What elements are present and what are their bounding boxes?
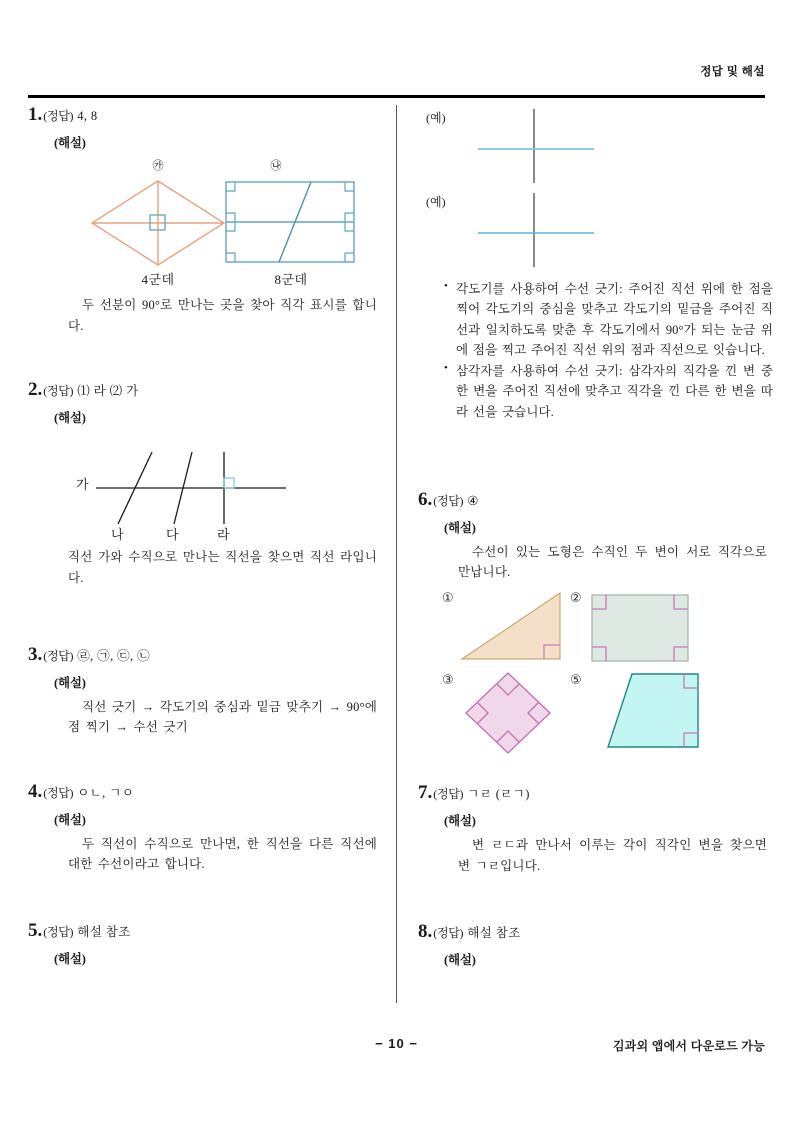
answer-label: (정답) (43, 109, 74, 123)
problem-8-answer-value: 해설 참조 (467, 926, 521, 941)
header-title: 정답 및 해설 (700, 66, 765, 78)
problem-8-solution-label: (해설) (444, 953, 476, 968)
answer-label: (정답) (43, 648, 74, 663)
line-label-da: 다 (166, 527, 179, 543)
answer-label: (정답) (433, 787, 464, 801)
problem-3-solution-text: 직선 긋기 → 각도기의 중심과 밑금 맞추기 → 90°에 점 찍기 → 수선 긋기 (68, 699, 377, 735)
problem-4-answer-line (28, 782, 383, 801)
problem-5-answer-line (28, 921, 383, 940)
rhombus-caption: 4군데 (141, 272, 175, 287)
problem-7-solution-text: 변 ㄹㄷ과 만나서 이루는 각이 직각인 변을 찾으면 변 ㄱㄹ입니다. (458, 838, 767, 873)
problem-6-shapes (442, 591, 773, 759)
rhombus-label: ㉮ (152, 160, 164, 172)
problem-2 (28, 380, 383, 588)
problem-2-answer-value: ⑴ 라 ⑵ 가 (77, 384, 139, 399)
problem-5-bullet-1: • 각도기를 사용하여 수선 긋기: 주어진 직선 위에 한 점을 찍어 각도기의 중심을 맞추고 각도기의 밑금을 주어진 직선과 일치하도록 맞춘 후 각도기에서 90°가 되는 눈금 위에 점을 찍고 주어진 직선 위의 점과 직선으로 잇습니다. (444, 279, 773, 360)
column-divider (396, 105, 397, 1003)
problem-4-answer-value: ㅇㄴ, ㄱㅇ (77, 785, 135, 800)
problem-2-solution-label: (해설) (54, 411, 86, 426)
problem-4-solution-text: 두 직선이 수직으로 만나면, 한 직선을 다른 직선에 대한 수선이라고 합니다. (68, 836, 377, 872)
answer-label: (정답) (43, 785, 74, 800)
diamond-shape (464, 671, 574, 756)
example-figure-1 (418, 107, 773, 189)
rectangle-caption: 8군데 (274, 272, 308, 287)
problem-5-bullet-2: • 삼각자를 사용하여 수선 긋기: 삼각자의 직각을 낀 변 중 한 변을 주어진 직선에 맞추고 직각을 낀 다른 한 변을 따라 선을 긋습니다. (444, 361, 773, 422)
problem-2-number: 2. (28, 379, 43, 401)
right-column (418, 105, 773, 968)
perpendicular-example-2 (476, 191, 596, 269)
problem-1-solution-text: 두 선분이 90°로 만나는 곳을 찾아 직각 표시를 합니다. (68, 298, 377, 333)
problem-4 (28, 782, 383, 875)
problem-7-number: 7. (418, 782, 433, 803)
page-header (28, 62, 765, 84)
problem-6-answer-value: ④ (467, 493, 479, 508)
answer-label: (정답) (433, 926, 464, 941)
problem-8-number: 8. (418, 921, 433, 943)
line-label-na: 나 (111, 527, 124, 543)
problem-4-solution-label: (해설) (54, 812, 86, 827)
problem-1-solution-label: (해설) (54, 136, 86, 150)
problem-5-solution-label: (해설) (54, 952, 86, 966)
line-label-ga: 가 (76, 477, 89, 493)
problem-7 (418, 783, 773, 876)
problem-6 (418, 490, 773, 759)
page-footer (28, 1036, 765, 1056)
problem-7-solution-label: (해설) (444, 814, 476, 828)
problem-2-figure (48, 436, 383, 541)
problem-1-answer-line (28, 105, 383, 124)
problem-1-number: 1. (28, 104, 43, 125)
problem-3-answer-value: ㉣, ㉠, ㉢, ㉡ (77, 648, 150, 663)
shape-number-5: ⑤ (570, 673, 582, 688)
answer-label: (정답) (433, 493, 464, 508)
example-figure-2 (418, 191, 773, 273)
perpendicular-example-1 (476, 107, 596, 185)
problem-5-answer-value: 해설 참조 (77, 925, 131, 939)
problem-7-answer-line (418, 783, 773, 802)
problem-3 (28, 645, 383, 738)
answer-label: (정답) (43, 384, 74, 399)
page-number: − 10 − (375, 1036, 418, 1051)
rectangle-label: ㉯ (270, 160, 282, 172)
problem-8 (418, 922, 773, 968)
problem-5-number: 5. (28, 920, 43, 941)
problem-3-solution-label: (해설) (54, 675, 86, 690)
problem-3-number: 3. (28, 643, 43, 665)
right-triangle-shape (460, 591, 580, 666)
line-label-ra: 라 (217, 527, 230, 543)
problem-1-figure (58, 157, 383, 289)
shape-number-1: ① (442, 591, 454, 606)
rectangle-figure (223, 177, 358, 269)
rhombus-figure (88, 177, 228, 269)
left-column (28, 105, 383, 967)
problem-8-answer-line (418, 922, 773, 941)
problem-6-solution-label: (해설) (444, 520, 476, 535)
answer-label: (정답) (43, 925, 74, 939)
header-divider-rule (28, 95, 765, 98)
problem-5-bullet-list (444, 279, 773, 422)
example-label: (예) (426, 111, 446, 125)
footer-note: 김과외 앱에서 다운로드 가능 (612, 1039, 765, 1053)
problem-6-number: 6. (418, 488, 433, 510)
problem-4-number: 4. (28, 780, 43, 802)
shape-number-3: ③ (442, 673, 454, 688)
problem-5 (28, 921, 383, 967)
shape-number-2: ② (570, 591, 582, 606)
problem-7-answer-value: ㄱㄹ (ㄹㄱ) (467, 787, 530, 801)
problem-6-solution-text: 수선이 있는 도형은 수직인 두 변이 서로 직각으로 만납니다. (458, 544, 767, 580)
example-label: (예) (426, 195, 446, 209)
problem-2-solution-text: 직선 가와 수직으로 만나는 직선을 찾으면 직선 라입니다. (68, 550, 377, 585)
rectangle-shape (590, 593, 700, 668)
problem-6-answer-line (418, 490, 773, 509)
problem-3-answer-line (28, 645, 383, 664)
problem-2-answer-line (28, 380, 383, 399)
perpendicular-lines-figure (96, 440, 316, 540)
problem-1 (28, 105, 383, 336)
problem-1-answer-value: 4, 8 (77, 109, 98, 123)
trapezoid-shape (600, 669, 720, 754)
